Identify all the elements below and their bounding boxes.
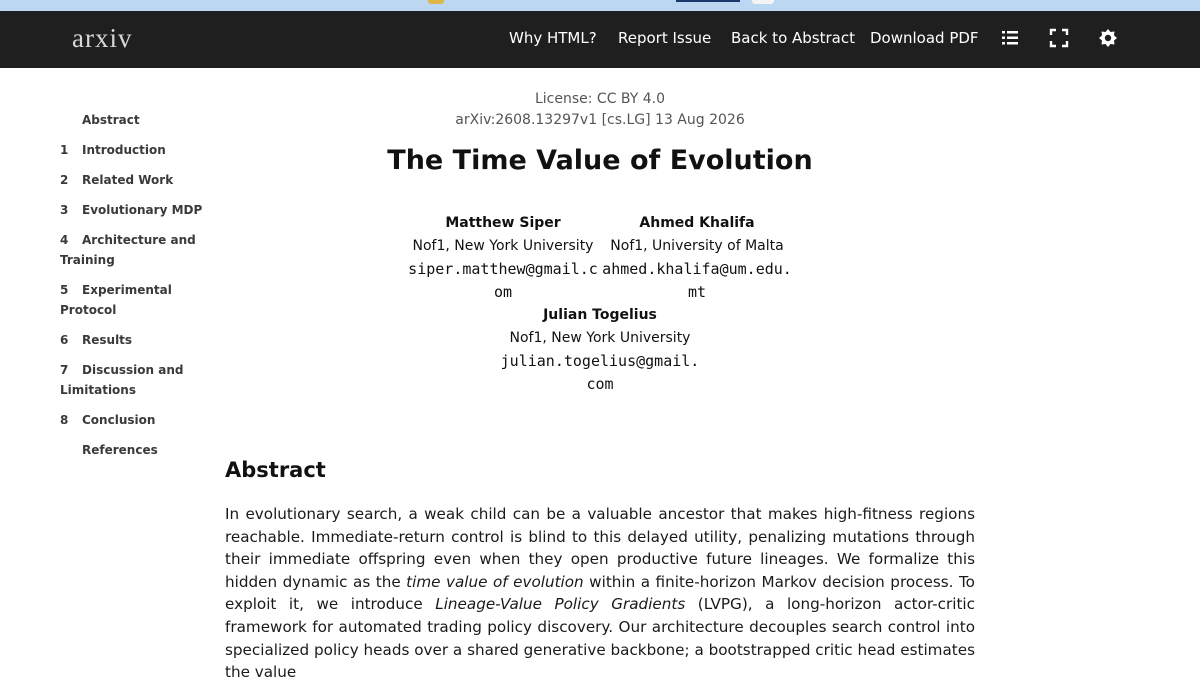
toc-label: Results bbox=[82, 333, 133, 347]
strip-emoji-icon bbox=[428, 0, 444, 4]
author-block bbox=[598, 212, 796, 304]
toc-label: Architecture and Training bbox=[60, 233, 196, 267]
toc-label: Abstract bbox=[82, 113, 140, 127]
toc-number: 3 bbox=[60, 203, 69, 217]
top-navbar bbox=[0, 11, 1200, 68]
paper-title: The Time Value of Evolution bbox=[387, 145, 813, 176]
author-email[interactable]: ahmed.khalifa@um.edu.mt bbox=[602, 260, 792, 301]
arxiv-logo[interactable]: arxiv bbox=[72, 23, 133, 53]
toc-number: 5 bbox=[60, 283, 69, 297]
author-name: Ahmed Khalifa bbox=[639, 215, 755, 231]
report-issue-link[interactable]: Report Issue bbox=[618, 29, 712, 47]
author-email[interactable]: siper.matthew@gmail.com bbox=[408, 260, 598, 301]
author-name: Julian Togelius bbox=[543, 307, 657, 323]
toc-label: References bbox=[82, 443, 158, 457]
toc-item-experimental-protocol[interactable] bbox=[60, 280, 210, 320]
toc-number: 1 bbox=[60, 143, 69, 157]
toc-number: 2 bbox=[60, 173, 69, 187]
author-affiliation: Nof1, University of Malta bbox=[610, 238, 784, 254]
toc-item-discussion[interactable] bbox=[60, 360, 210, 400]
author-email[interactable]: julian.togelius@gmail.com bbox=[500, 352, 700, 393]
browser-top-strip bbox=[0, 0, 1200, 11]
download-pdf-link[interactable]: Download PDF bbox=[870, 29, 979, 47]
author-affiliation: Nof1, New York University bbox=[412, 238, 594, 254]
toc-number: 7 bbox=[60, 363, 69, 377]
author-name: Matthew Siper bbox=[445, 215, 561, 231]
toc-number: 6 bbox=[60, 333, 69, 347]
toc-item-architecture[interactable] bbox=[60, 230, 210, 270]
toc-label: Introduction bbox=[82, 143, 166, 157]
toc-number: 4 bbox=[60, 233, 69, 247]
toc-number: 8 bbox=[60, 413, 69, 427]
theme-icon[interactable] bbox=[1097, 27, 1119, 49]
abstract-emphasis: Lineage-Value Policy Gradients bbox=[435, 595, 686, 614]
author-affiliation: Nof1, New York University bbox=[509, 330, 691, 346]
license-text: License: CC BY 4.0 bbox=[534, 91, 666, 107]
author-block bbox=[404, 212, 602, 304]
toc-item-results[interactable] bbox=[60, 330, 210, 350]
fullscreen-icon[interactable] bbox=[1048, 27, 1070, 49]
strip-close-icon bbox=[752, 0, 774, 4]
author-block bbox=[498, 304, 702, 396]
abstract-text bbox=[225, 503, 975, 684]
abstract-heading: Abstract bbox=[225, 458, 326, 482]
toc-item-conclusion[interactable] bbox=[60, 410, 210, 430]
abstract-emphasis: time value of evolution bbox=[406, 572, 584, 591]
toc-item-references[interactable] bbox=[60, 440, 210, 460]
why-html-link[interactable]: Why HTML? bbox=[509, 29, 597, 47]
toc-item-evolutionary-mdp[interactable] bbox=[60, 200, 210, 220]
back-to-abstract-link[interactable]: Back to Abstract bbox=[731, 29, 855, 47]
arxiv-id: arXiv:2608.13297v1 [cs.LG] 13 Aug 2026 bbox=[455, 112, 745, 128]
list-icon[interactable] bbox=[999, 27, 1021, 49]
abstract-segment: (LVPG), a long-horizon actor-critic framework for automated trading policy discovery. Our architecture decouples search control into specialized policy heads over a shared generative backbone; a bootstrapped critic head estimates the value bbox=[225, 595, 975, 682]
strip-link bbox=[676, 0, 740, 2]
toc-label: Experimental Protocol bbox=[60, 283, 172, 317]
abstract-segment: In evolutionary search, a weak child can be a valuable ancestor that makes high-fitness regions reachable. Immediate-return control is blind to this delayed utility, penalizing mutations through their immediate offspring even when they open productive future lineages. We formalize this hidden dynamic as the bbox=[225, 505, 975, 591]
toc-label: Discussion and Limitations bbox=[60, 363, 184, 397]
toc-label: Evolutionary MDP bbox=[82, 203, 203, 217]
toc-label: Conclusion bbox=[82, 413, 156, 427]
toc-label: Related Work bbox=[82, 173, 174, 187]
abstract-segment: within a finite-horizon Markov decision process. To exploit it, we introduce bbox=[225, 572, 975, 614]
